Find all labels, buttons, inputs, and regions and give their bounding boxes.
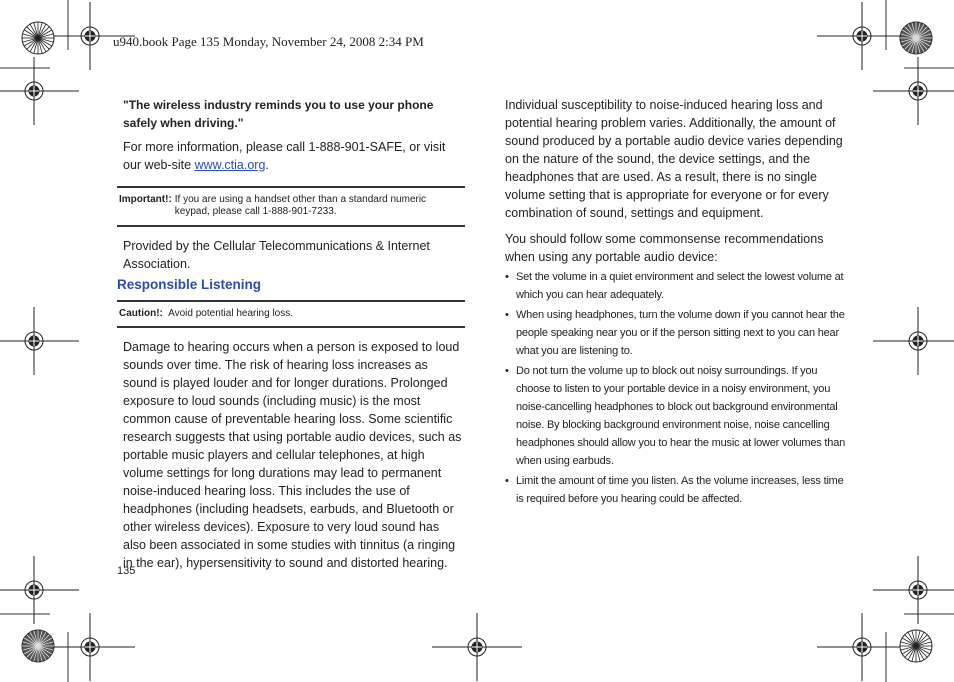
list-item-text: Do not turn the volume up to block out noisy surroundings. If you choose to listen to your portable device in a noisy environment, you noise-cancelling headphones to block out background environmental noise. By blocking background environment noise, noise cancelling headphones should allow you to hear the music at lower volumes than when using earbuds. <box>516 365 846 467</box>
hearing-damage-paragraph: Damage to hearing occurs when a person is exposed to loud sounds over time. The risk of hearing loss increases as sound is played louder and for longer durations. Prolonged exposure to loud sounds (including music) is the most common cause of preventable hearing loss. Some scientific research suggests that using portable audio devices, such as portable music players and cellular telephones, at high volume settings for long durations may lead to permanent noise-induced hearing loss. This includes the use of headphones (including headsets, earbuds, and Bluetooth or other wireless devices). Exposure to very loud sound has also been associated in some studies with tinnitus (a ringing in the ear), hypersensitivity to sound and distorted hearing. <box>123 340 462 570</box>
list-item-text: When using headphones, turn the volume down if you cannot hear the people speaking near you or if the person sitting next to you can hear what you are listening to. <box>516 309 845 357</box>
recommendations-list <box>505 268 847 508</box>
more-info-paragraph <box>123 138 465 174</box>
list-item-text: Set the volume in a quiet environment and select the lowest volume at which you can hear adequately. <box>516 271 844 301</box>
list-item <box>505 362 847 470</box>
registration-target-icon <box>817 613 907 681</box>
registration-target-icon <box>873 307 954 375</box>
important-note <box>117 186 465 227</box>
susceptibility-paragraph: Individual susceptibility to noise-induced hearing loss and potential hearing problem varies. Additionally, the amount of sound produced by a portable audio device varies depending on the nature of the sound, the device settings, and the headphones that are used. As a result, there is no single volume setting that is appropriate for everyone or for every combination of sound, settings and equipment. <box>505 98 843 220</box>
bullet-icon: • <box>505 475 509 487</box>
registration-target-icon <box>817 2 907 70</box>
provided-by-paragraph: Provided by the Cellular Telecommunications & Internet Association. <box>123 239 430 271</box>
list-item-text: Limit the amount of time you listen. As the volume increases, less time is required before you hearing could be affected. <box>516 475 844 505</box>
bullet-icon: • <box>505 271 509 283</box>
page-number: 135 <box>117 565 136 577</box>
list-item <box>505 472 847 508</box>
starburst-mark-icon <box>900 630 932 662</box>
page-header: u940.book Page 135 Monday, November 24, 2008 2:34 PM <box>113 34 424 49</box>
bullet-icon: • <box>505 309 509 321</box>
list-item <box>505 306 847 360</box>
list-item <box>505 268 847 304</box>
registration-target-icon <box>873 57 954 125</box>
important-label: Important!: <box>119 194 172 205</box>
more-info-text: For more information, please call 1-888-901-SAFE, or visit our web-site <box>123 140 446 172</box>
registration-target-icon <box>45 613 135 681</box>
caution-note <box>117 300 465 328</box>
caution-text: Avoid potential hearing loss. <box>168 308 294 319</box>
starburst-mark-icon <box>22 630 54 662</box>
starburst-mark-icon <box>900 22 932 54</box>
more-info-suffix: . <box>265 158 269 172</box>
registration-target-icon <box>432 613 522 681</box>
registration-target-icon <box>0 57 79 125</box>
left-column <box>117 96 465 572</box>
bullet-icon: • <box>505 365 509 377</box>
recommendations-intro: You should follow some commonsense recommendations when using any portable audio device: <box>505 232 824 264</box>
caution-label: Caution!: <box>119 308 163 319</box>
starburst-mark-icon <box>22 22 54 54</box>
important-text: If you are using a handset other than a standard numeric keypad, please call 1-888-901-7233. <box>174 194 427 217</box>
safety-quote: "The wireless industry reminds you to use your phone safely when driving." <box>123 98 434 130</box>
right-column <box>505 96 847 510</box>
section-title: Responsible Listening <box>117 277 262 292</box>
registration-target-icon <box>0 307 79 375</box>
ctia-link[interactable]: www.ctia.org <box>194 158 266 172</box>
